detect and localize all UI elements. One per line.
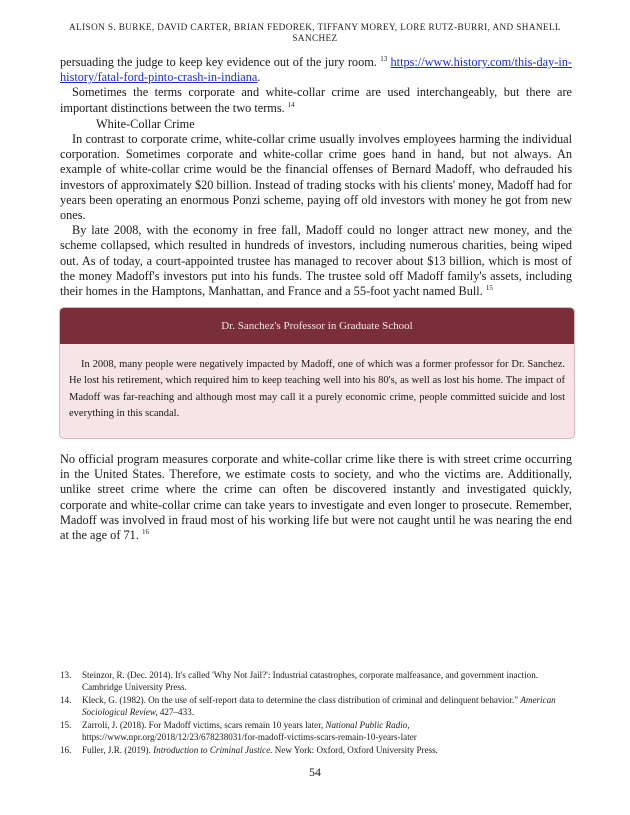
footnote-item: 15. Zarroli, J. (2018). For Madoff victims, scars remain 10 years later, National Public Radio, https://www.npr.org/2018/12/23/678238031/for-madoff-victims-scars-remain-10-years-later xyxy=(60,720,417,743)
callout-box xyxy=(59,307,575,439)
paragraph-2 xyxy=(60,85,572,115)
footnote-item: 16. Fuller, J.R. (2019). Introduction to Criminal Justice. New York: Oxford, Oxford University Press. xyxy=(60,745,438,756)
history-link[interactable]: https://www.history.com/this-day-in-history/fatal-ford-pinto-crash-in-indiana xyxy=(60,55,572,85)
footnote-ref-14[interactable]: 14 xyxy=(287,100,295,109)
paragraph-2-text: Sometimes the terms corporate and white-collar crime are used interchangeably, but there are important distinctions between the two terms. xyxy=(60,85,572,115)
paragraph-3: In contrast to corporate crime, white-collar crime usually involves employees harming the individual corporation. Sometimes corporate and white-collar crime goes hand in hand, but not always. An example of white-collar crime would be the financial offenses of Bernard Madoff, who defrauded his investors of approximately $20 billion. Instead of trading stocks with his clients' money, Madoff had for years been operating an enormous Ponzi scheme, paying off old investors with money he got from new ones. xyxy=(60,132,572,223)
page-number: 54 xyxy=(309,765,321,779)
running-header xyxy=(60,22,570,43)
footnote-ref-16[interactable]: 16 xyxy=(141,528,149,537)
paragraph-5 xyxy=(60,452,572,543)
footnote-ref-13[interactable]: 13 xyxy=(380,55,388,63)
paragraph-1: persuading the judge to keep key evidence out of the jury room. $^{13}$ https://www.history.com/this-day-in-history/fatal-ford-pinto-crash-in-indiana. xyxy=(60,55,572,85)
paragraph-5-text: No official program measures corporate and white-collar crime like there is with street crime occurring in the United States. Therefore, we estimate costs to society, and who the victims are. Additionally, unlike street crime where the crime can often be discovered instantly and investigated quickly, corporate and white-collar crime can take years to investigate and even longer to prosecute. Remember, Madoff was involved in fraud most of his working life but were not caught until he was nearing the end at the age of 71. xyxy=(60,452,572,543)
main-text xyxy=(60,55,572,299)
footnote-item: 14. Kleck, G. (1982). On the use of self-report data to determine the class distribution of criminal and delinquent behavior." American Sociological Review, 427–433. xyxy=(60,695,556,718)
paragraph-4-text: By late 2008, with the economy in free fall, Madoff could no longer attract new money, and the scheme collapsed, which resulted in hundreds of investors, including numerous charities, being wiped out. As of today, a court-appointed trustee has managed to recover about $13 billion, which is most of the money Madoff's investors put into his funds. The trustee sold off Madoff family's assets, including their homes in the Hamptons, Manhattan, and France and a 55-foot yacht named Bull. xyxy=(60,223,572,299)
footnote-ref-15[interactable]: 15 xyxy=(485,284,493,293)
paragraph-4 xyxy=(60,223,572,299)
footnotes xyxy=(60,669,572,757)
section-heading: White-Collar Crime xyxy=(96,116,195,131)
callout-title: Dr. Sanchez's Professor in Graduate School xyxy=(60,308,574,344)
paragraph-1-text: persuading the judge to keep key evidence out of the jury room. xyxy=(60,55,377,69)
footnote-item: 13. Steinzor, R. (Dec. 2014). It's called 'Why Not Jail?': Industrial catastrophes, corporate malfeasance, and government inaction. Cambridge University Press. xyxy=(60,670,539,693)
header-authors: ALISON S. BURKE, DAVID CARTER, BRIAN FEDOREK, TIFFANY MOREY, LORE RUTZ-BURRI, AND SHANELL SANCHEZ xyxy=(69,22,561,43)
callout-text: In 2008, many people were negatively impacted by Madoff, one of which was a former professor for Dr. Sanchez. He lost his retirement, which required him to keep teaching well into his 80's, as well as lost his home. The impact of Madoff was far-reaching and although most may call it a purely economic crime, people committed suicide and lost everything in this scandal. xyxy=(69,359,565,420)
